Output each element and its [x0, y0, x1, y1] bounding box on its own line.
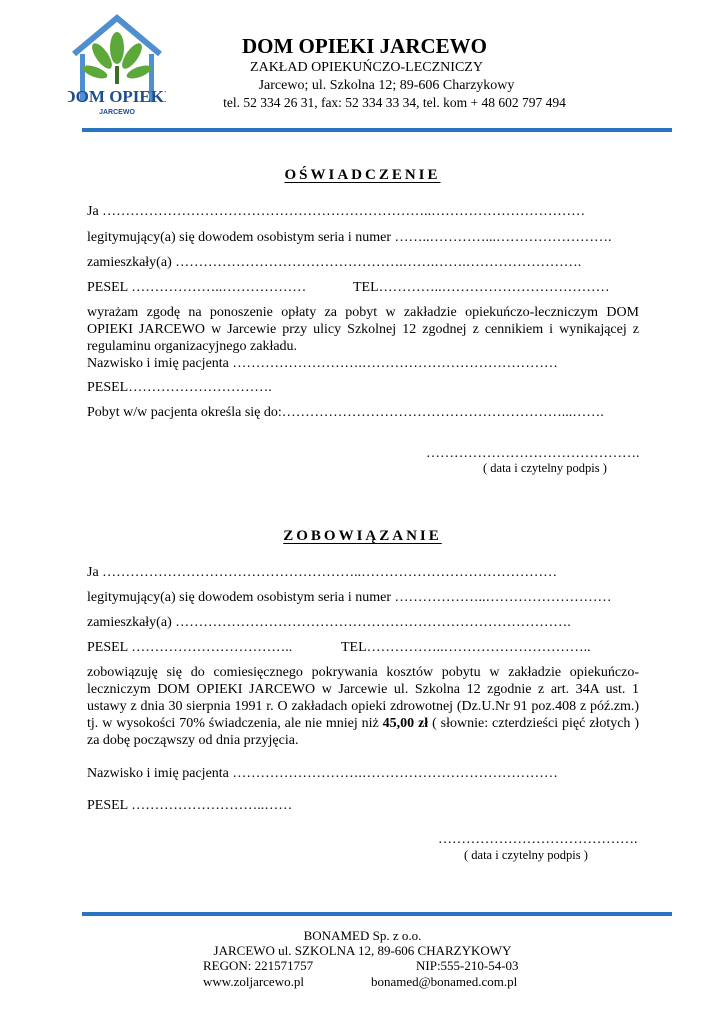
logo-text: DOM OPIEKI — [68, 87, 166, 106]
oswiadczenie-heading: OŚWIADCZENIE — [284, 167, 441, 183]
oswiadczenie-id-field: legitymujący(a) się dowodem osobistym seria i numer ……..…………...……………………. — [87, 230, 612, 245]
institution-contact: tel. 52 334 26 31, fax: 52 334 33 34, tel. kom + 48 602 797 494 — [223, 95, 566, 110]
zobowiazanie-pesel-field: PESEL …………………………….. — [87, 640, 293, 655]
oswiadczenie-stay-field: Pobyt w/w pacjenta określa się do:……………………………………………………...……. — [87, 405, 604, 420]
zobowiazanie-ja-field: Ja ………………………………………………..…………………………………… — [87, 565, 558, 580]
oswiadczenie-tel-field: TEL…………..……………………………… — [353, 280, 610, 295]
zobowiazanie-id-field: legitymujący(a) się dowodem osobistym seria i numer ………………..……………………… — [87, 590, 612, 605]
commitment-amount: 45,00 zł — [382, 716, 429, 731]
zobowiazanie-address-field: zamieszkały(a) …………………………………………………………………………. — [87, 615, 571, 630]
footer-nip: NIP:555-210-54-03 — [416, 958, 519, 973]
zobowiazanie-patient-name-field: Nazwisko i imię pacjenta ……………………….…………………………………… — [87, 766, 558, 781]
footer-divider — [82, 912, 672, 916]
zobowiazanie-tel-field: TEL……………..………………………….. — [341, 640, 591, 655]
oswiadczenie-ja-field: Ja ……………………………………………………………..…………………………… — [87, 204, 586, 219]
zobowiazanie-commitment-text — [87, 664, 639, 749]
oswiadczenie-address-field: zamieszkały(a) ………………………………………….…….…….……………………. — [87, 255, 582, 270]
commitment-text-part2: ( słownie: czterdzieści pięć złotych ) za dobę począwszy od dnia przyjęcia. — [87, 716, 639, 748]
oswiadczenie-patient-pesel-field: PESEL…………………………. — [87, 380, 272, 395]
commitment-text-part1: zobowiązuję się do comiesięcznego pokrywania kosztów pobytu w zakładzie opiekuńczo-leczniczym DOM OPIEKI JARCEWO w Jarcewie ul. Szkolna 12 zgodnie z art. 34A ust. 1 ustawy z dnia 30 sierpnia 1991 r. O zakładach opieki zdrowotnej (Dz.U.Nr 91 poz.408 z póź.zm.) tj. w wysokości 70% świadczenia, ale nie mniej niż — [87, 665, 639, 731]
footer-address: JARCEWO ul. SZKOLNA 12, 89-606 CHARZYKOWY — [213, 943, 512, 958]
institution-address: Jarcewo; ul. Szkolna 12; 89-606 Charzykowy — [258, 78, 515, 93]
header-divider — [82, 128, 672, 132]
zobowiazanie-signature-line: ……………………………………. — [438, 832, 638, 847]
oswiadczenie-signature-line: ………………………………………. — [426, 446, 640, 461]
footer-regon: REGON: 221571757 — [203, 958, 314, 973]
institution-title: DOM OPIEKI JARCEWO — [241, 34, 487, 58]
oswiadczenie-consent-text: wyrażam zgodę na ponoszenie opłaty za pobyt w zakładzie opiekuńczo-leczniczym DOM OPIEKI JARCEWO w Jarcewie przy ulicy Szkolnej 12 zgodnej z cennikiem i wynikającej z regulaminu organizacyjnego zakładu. — [87, 305, 639, 354]
logo-subtext: JARCEWO — [99, 109, 135, 116]
zobowiazanie-signature-caption: ( data i czytelny podpis ) — [464, 848, 588, 862]
oswiadczenie-signature-caption: ( data i czytelny podpis ) — [483, 461, 607, 475]
oswiadczenie-patient-name-field: Nazwisko i imię pacjenta ……………………….…………………………………… — [87, 356, 558, 371]
institution-subtitle: ZAKŁAD OPIEKUŃCZO-LECZNICZY — [250, 60, 483, 75]
footer-website[interactable]: www.zoljarcewo.pl — [203, 974, 304, 989]
oswiadczenie-pesel-field: PESEL ………………..……………… — [87, 280, 307, 295]
footer-company: BONAMED Sp. z o.o. — [303, 928, 422, 943]
footer-email[interactable]: bonamed@bonamed.com.pl — [371, 974, 518, 989]
zobowiazanie-patient-pesel-field: PESEL ………………………..…… — [87, 798, 293, 813]
zobowiazanie-heading: ZOBOWIĄZANIE — [283, 528, 442, 544]
